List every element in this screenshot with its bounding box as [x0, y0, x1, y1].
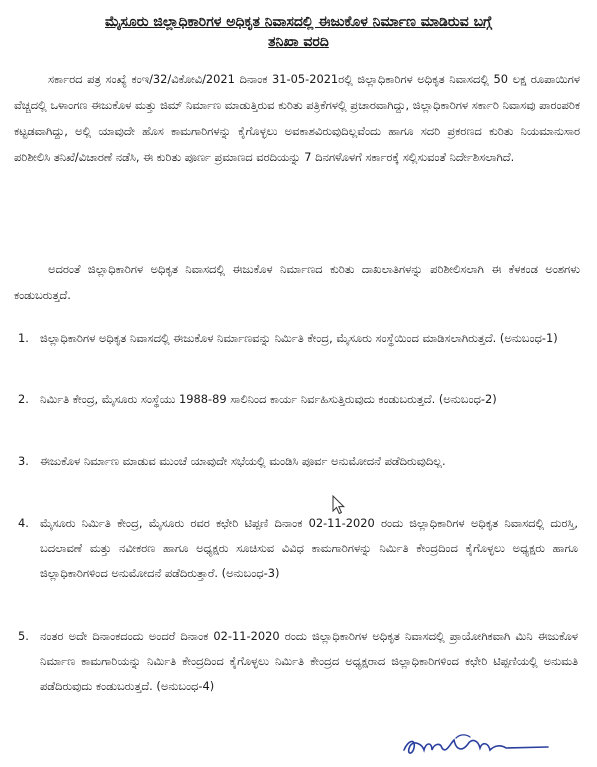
finding-text: ನಂತರ ಅದೇ ದಿನಾಂಕದಂದು ಅಂದರೆ ದಿನಾಂಕ 02-11-2020 ರಂದು ಜಿಲ್ಲಾಧಿಕಾರಿಗಳ ಅಧಿಕೃತ ನಿವಾಸದಲ್ಲಿ ಪ್ರಾಯೋಗಿಕವಾಗಿ ಮಿನಿ ಈಜುಕೊಳ ನಿರ್ಮಾಣ ಕಾಮಗಾರಿಯನ್ನು ನಿರ್ಮಿತಿ ಕೇಂದ್ರದಿಂದ ಕೈಗೊಳ್ಳಲು ನಿರ್ಮಿತಿ ಕೇಂದ್ರದ ಅಧ್ಯಕ್ಷರಾದ ಜಿಲ್ಲಾಧಿಕಾರಿಗಳಿಂದ ಕಛೇರಿ ಟಿಪ್ಪಣಿಯಲ್ಲಿ ಅನುಮತಿ ಪಡೆದಿರುವುದು ಕಂಡುಬರುತ್ತದೆ. (ಅನುಬಂಧ-4) — [40, 629, 578, 693]
mouse-pointer-icon — [332, 495, 346, 515]
finding-text: ಈಜುಕೊಳ ನಿರ್ಮಾಣ ಮಾಡುವ ಮುಂಚೆ ಯಾವುದೇ ಸಭೆಯಲ್ಲಿ ಮಂಡಿಸಿ ಪೂರ್ವ ಅನುಮೋದನೆ ಪಡೆದಿರುವುದಿಲ್ಲ. — [40, 454, 446, 468]
signature-image — [398, 728, 558, 764]
finding-item-3 — [18, 449, 578, 474]
title-line-2: ತನಿಖಾ ವರದಿ — [268, 34, 329, 50]
document-title — [14, 12, 583, 52]
finding-item-5 — [18, 624, 578, 699]
finding-item-2 — [18, 387, 578, 412]
finding-number: 3. — [18, 454, 29, 468]
findings-intro-paragraph: ಅದರಂತೆ ಜಿಲ್ಲಾಧಿಕಾರಿಗಳ ಅಧಿಕೃತ ನಿವಾಸದಲ್ಲಿ ಈಜುಕೊಳ ನಿರ್ಮಾಣದ ಕುರಿತು ದಾಖಲಾತಿಗಳನ್ನು ಪರಿಶೀಲಿಸಲಾಗಿ ಈ ಕೆಳಕಂಡ ಅಂಶಗಳು ಕಂಡುಬರುತ್ತದೆ. — [14, 262, 580, 302]
finding-number: 4. — [18, 516, 29, 530]
finding-text: ನಿರ್ಮಿತಿ ಕೇಂದ್ರ, ಮೈಸೂರು ಸಂಸ್ಥೆಯು 1988-89 ಸಾಲಿನಿಂದ ಕಾರ್ಯ ನಿರ್ವಹಿಸುತ್ತಿರುವುದು ಕಂಡುಬರುತ್ತದೆ. (ಅನುಬಂಧ-2) — [40, 392, 497, 406]
finding-number: 5. — [18, 629, 29, 643]
finding-text: ಜಿಲ್ಲಾಧಿಕಾರಿಗಳ ಅಧಿಕೃತ ನಿವಾಸದಲ್ಲಿ ಈಜುಕೊಳ ನಿರ್ಮಾಣವನ್ನು ನಿರ್ಮಿತಿ ಕೇಂದ್ರ, ಮೈಸೂರು ಸಂಸ್ಥೆಯಿಂದ ಮಾಡಿಸಲಾಗಿರುತ್ತದೆ. (ಅನುಬಂಧ-1) — [40, 331, 558, 345]
finding-number: 2. — [18, 392, 29, 406]
finding-item-1 — [18, 326, 578, 351]
intro-paragraph: ಸರ್ಕಾರದ ಪತ್ರ ಸಂಖ್ಯೆ ಕಂಇ/32/ವಿಕೋವಿ/2021 ದಿನಾಂಕ 31-05-2021ರಲ್ಲಿ ಜಿಲ್ಲಾಧಿಕಾರಿಗಳ ಅಧಿಕೃತ ನಿವಾಸದಲ್ಲಿ 50 ಲಕ್ಷ ರೂಪಾಯಿಗಳ ವೆಚ್ಚದಲ್ಲಿ ಒಳಾಂಗಣ ಈಜುಕೊಳ ಮತ್ತು ಜಿಮ್ ನಿರ್ಮಾಣ ಮಾಡುತ್ತಿರುವ ಕುರಿತು ಪತ್ರಿಕೆಗಳಲ್ಲಿ ಪ್ರಚಾರವಾಗಿದ್ದು, ಜಿಲ್ಲಾಧಿಕಾರಿಗಳ ಸರ್ಕಾರಿ ನಿವಾಸವು ಪಾರಂಪರಿಕ ಕಟ್ಟಡವಾಗಿದ್ದು, ಅಲ್ಲಿ ಯಾವುದೇ ಹೊಸ ಕಾಮಗಾರಿಗಳನ್ನು ಕೈಗೊಳ್ಳಲು ಅವಕಾಶವಿರುವುದಿಲ್ಲವೆಂದು ಹಾಗೂ ಸದರಿ ಪ್ರಕರಣದ ಕುರಿತು ನಿಯಮಾನುಸಾರ ಪರಿಶೀಲಿಸಿ ತನಿಖೆ/ವಿಚಾರಣೆ ನಡೆಸಿ, ಈ ಕುರಿತು ಪೂರ್ಣ ಪ್ರಮಾಣದ ವರದಿಯನ್ನು 7 ದಿನಗಳೊಳಗೆ ಸರ್ಕಾರಕ್ಕೆ ಸಲ್ಲಿಸುವಂತೆ ನಿರ್ದೇಶಿಸಲಾಗಿದೆ. — [14, 72, 580, 164]
title-line-1: ಮೈಸೂರು ಜಿಲ್ಲಾಧಿಕಾರಿಗಳ ಅಧಿಕೃತ ನಿವಾಸದಲ್ಲಿ ಈಜುಕೊಳ ನಿರ್ಮಾಣ ಮಾಡಿರುವ ಬಗ್ಗೆ — [105, 14, 492, 30]
finding-text: ಮೈಸೂರು ನಿರ್ಮಿತಿ ಕೇಂದ್ರ, ಮೈಸೂರು ರವರ ಕಛೇರಿ ಟಿಪ್ಪಣಿ ದಿನಾಂಕ 02-11-2020 ರಂದು ಜಿಲ್ಲಾಧಿಕಾರಿಗಳ ಅಧಿಕೃತ ನಿವಾಸದಲ್ಲಿ ದುರಸ್ತಿ, ಬದಲಾವಣೆ ಮತ್ತು ನವೀಕರಣ ಹಾಗೂ ಅಧ್ಯಕ್ಷರು ಸೂಚಿಸುವ ವಿವಿಧ ಕಾಮಗಾರಿಗಳನ್ನು ನಿರ್ಮಿತಿ ಕೇಂದ್ರದಿಂದ ಕೈಗೊಳ್ಳಲು ಅಧ್ಯಕ್ಷರು ಹಾಗೂ ಜಿಲ್ಲಾಧಿಕಾರಿಗಳಿಂದ ಅನುಮೋದನೆ ಪಡೆದಿರುತ್ತಾರೆ. (ಅನುಬಂಧ-3) — [40, 516, 578, 580]
finding-number: 1. — [18, 331, 29, 345]
finding-item-4 — [18, 511, 578, 586]
